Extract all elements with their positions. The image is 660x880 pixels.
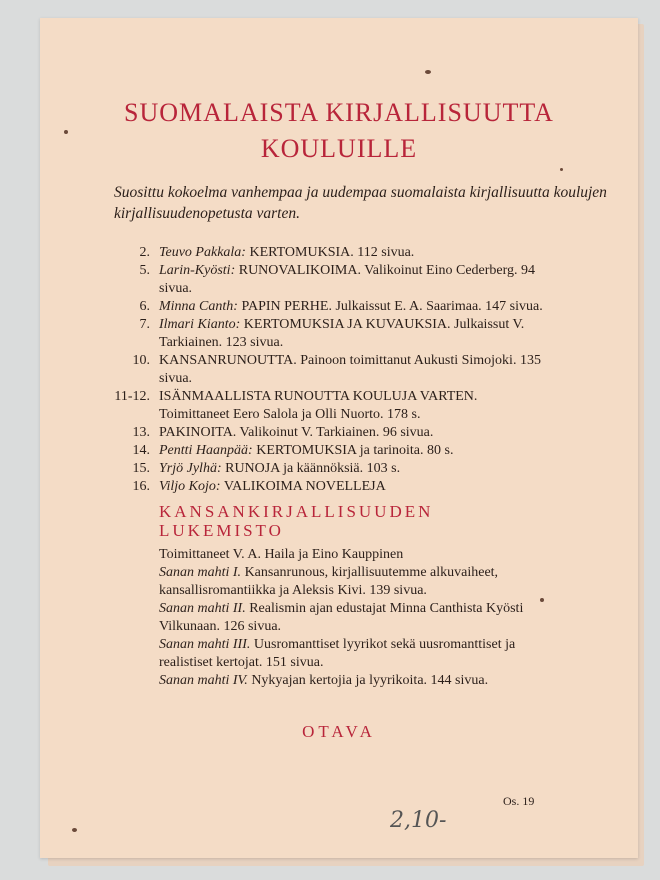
book-number: 6.	[139, 299, 150, 314]
book-author: Ilmari Kianto:	[159, 317, 241, 332]
book-item	[40, 442, 638, 460]
book-text: VALIKOIMA NOVELLEJA	[220, 479, 386, 494]
section-editors: Toimittaneet V. A. Haila ja Eino Kauppinen	[159, 547, 404, 562]
section-title-line2: LUKEMISTO	[159, 521, 284, 540]
book-item	[40, 262, 638, 298]
publisher-name: OTAVA	[302, 722, 376, 741]
paper-speck	[425, 70, 431, 74]
back-cover	[40, 18, 638, 858]
book-author: Viljo Kojo:	[159, 479, 221, 494]
volume-item	[159, 600, 551, 636]
handwritten-price: 2,10-	[390, 808, 447, 833]
book-author: Yrjö Jylhä:	[159, 461, 222, 476]
volume-item	[159, 636, 551, 672]
series-title-line2: KOULUILLE	[260, 134, 418, 163]
book-item	[40, 316, 638, 352]
book-text: PAKINOITA. Valikoinut V. Tarkiainen. 96 sivua.	[159, 425, 434, 440]
book-number: 5.	[139, 263, 150, 278]
series-title: SUOMALAISTA KIRJALLISUUTTA	[124, 98, 554, 127]
book-list	[40, 244, 638, 496]
paper-speck	[560, 168, 563, 171]
book-item	[40, 460, 638, 478]
series-description: Suosittu kokoelma vanhempaa ja uudempaa suomalaista kirjallisuutta koulujen kirjallisuudenopetusta varten.	[114, 184, 607, 222]
book-author: Larin-Kyösti:	[159, 263, 236, 278]
book-text: KANSANRUNOUTTA. Painoon toimittanut Aukusti Simojoki. 135 sivua.	[159, 353, 541, 386]
section-body	[159, 546, 551, 690]
book-text: RUNOJA ja käännöksiä. 103 s.	[221, 461, 401, 476]
book-text: KERTOMUKSIA JA KUVAUKSIA. Julkaissut V. Tarkiainen. 123 sivua.	[159, 317, 525, 350]
book-text: PAPIN PERHE. Julkaissut E. A. Saarimaa. 147 sivua.	[237, 299, 543, 314]
book-item	[40, 424, 638, 442]
book-text: ISÄNMAALLISTA RUNOUTTA KOULUJA VARTEN. Toimittaneet Eero Salola ja Olli Nuorto. 178 s.	[159, 389, 478, 422]
book-item	[40, 244, 638, 262]
book-number: 10.	[132, 353, 150, 368]
book-number: 11-12.	[114, 389, 150, 404]
volume-title: Sanan mahti II.	[159, 601, 246, 616]
volume-text: Uusromanttiset lyyrikot sekä uusromanttiset ja realistiset kertojat. 151 sivua.	[159, 637, 516, 670]
book-text: RUNOVALIKOIMA. Valikoinut Eino Cederberg. 94 sivua.	[159, 263, 536, 296]
volume-text: Realismin ajan edustajat Minna Canthista Kyösti Vilkunaan. 126 sivua.	[159, 601, 524, 634]
book-item	[40, 388, 638, 424]
catalog-code: Os. 19	[503, 794, 535, 808]
volume-title: Sanan mahti IV.	[159, 673, 248, 688]
book-item	[40, 478, 638, 496]
book-item	[40, 352, 638, 388]
book-number: 16.	[132, 479, 150, 494]
book-number: 14.	[132, 443, 150, 458]
volume-item	[159, 672, 551, 690]
book-author: Pentti Haanpää:	[159, 443, 253, 458]
book-text: KERTOMUKSIA. 112 sivua.	[245, 245, 415, 260]
volume-text: Nykyajan kertojia ja lyyrikoita. 144 sivua.	[247, 673, 489, 688]
book-number: 15.	[132, 461, 150, 476]
volume-text: Kansanrunous, kirjallisuutemme alkuvaiheet, kansallisromantiikka ja Aleksis Kivi. 139 sivua.	[159, 565, 499, 598]
book-number: 13.	[132, 425, 150, 440]
book-item	[40, 298, 638, 316]
book-author: Minna Canth:	[159, 299, 238, 314]
book-number: 2.	[139, 245, 150, 260]
book-number: 7.	[139, 317, 150, 332]
paper-speck	[72, 828, 77, 832]
book-author: Teuvo Pakkala:	[159, 245, 246, 260]
section-title: KANSANKIRJALLISUUDEN	[159, 502, 434, 521]
volume-title: Sanan mahti I.	[159, 565, 242, 580]
volume-item	[159, 564, 551, 600]
volume-title: Sanan mahti III.	[159, 637, 251, 652]
book-text: KERTOMUKSIA ja tarinoita. 80 s.	[252, 443, 454, 458]
